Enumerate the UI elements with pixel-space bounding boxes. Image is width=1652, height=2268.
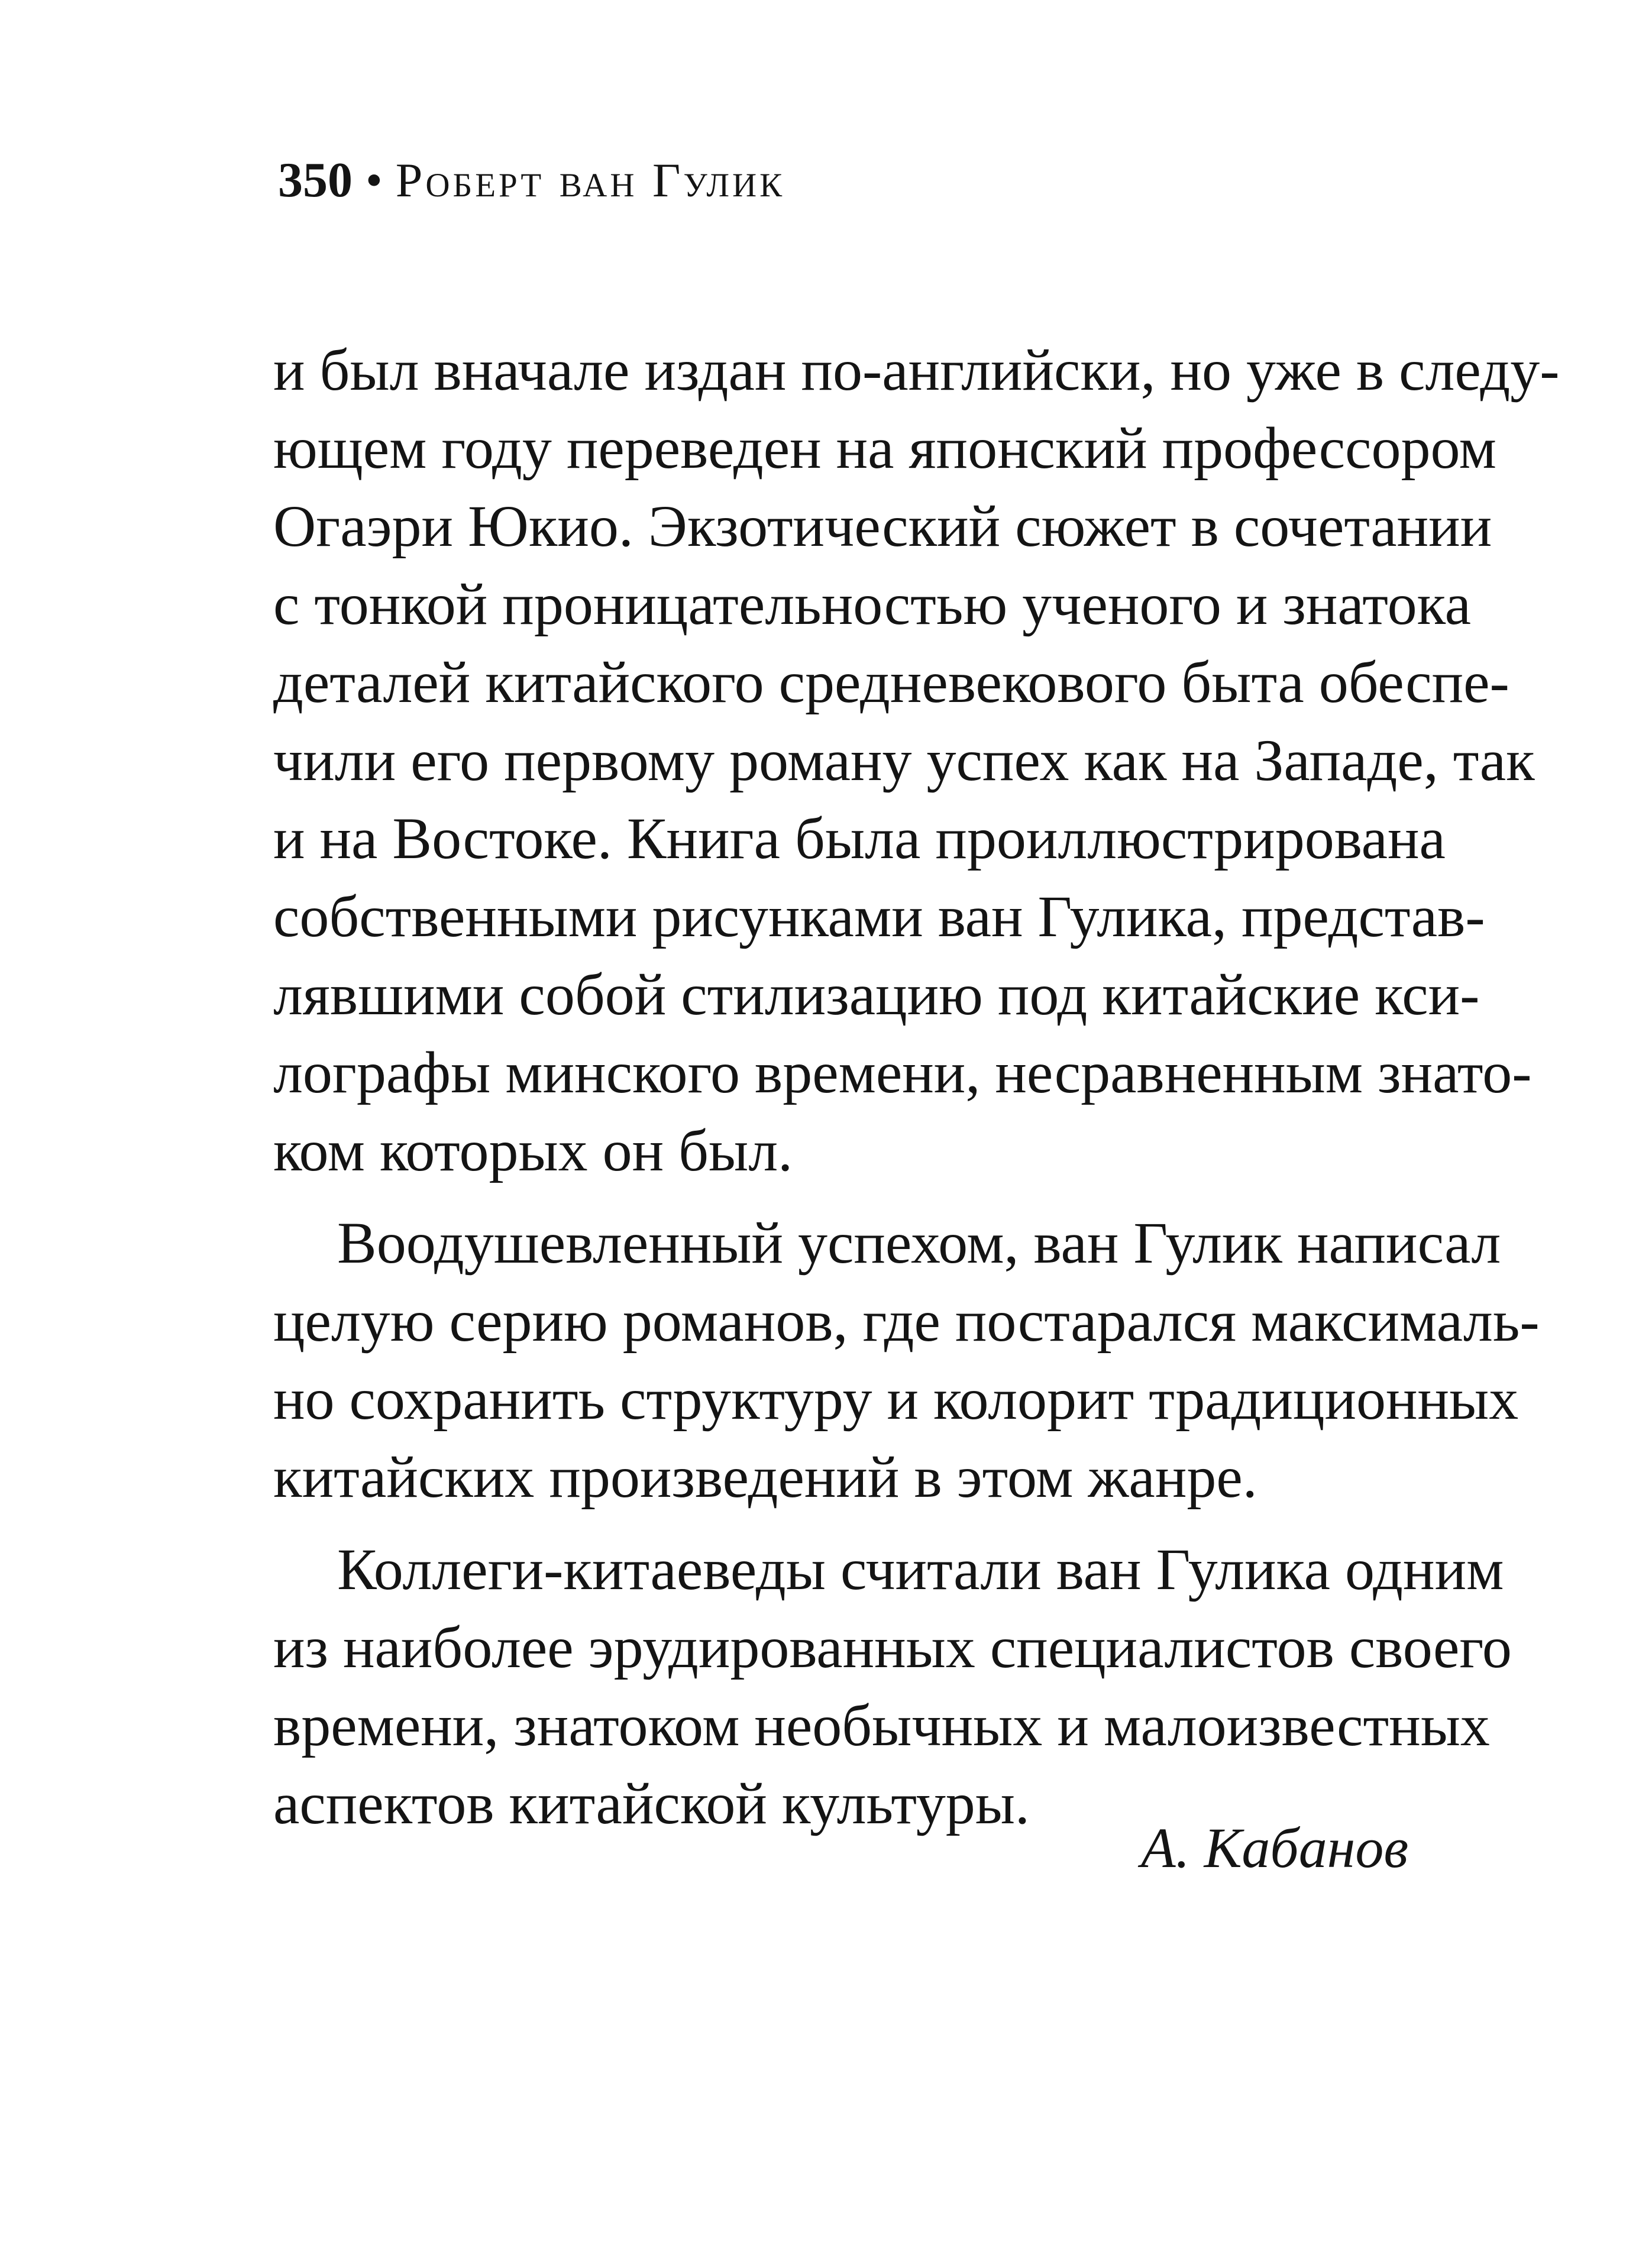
header-separator: • bbox=[366, 153, 383, 207]
text-line: лявшими собой стилизацию под китайские кси- bbox=[273, 962, 1480, 1027]
text-line: Воодушевленный успехом, ван Гулик написал bbox=[337, 1210, 1501, 1276]
text-line: из наиболее эрудированных специалистов своего bbox=[273, 1615, 1512, 1680]
text-line: ком которых он был. bbox=[273, 1118, 793, 1183]
text-line: аспектов китайской культуры. bbox=[273, 1771, 1030, 1836]
paragraph-2 bbox=[273, 1204, 1540, 1516]
page-number: 350 bbox=[278, 153, 353, 208]
text-line: времени, знатоком необычных и малоизвестных bbox=[273, 1693, 1490, 1758]
body-text bbox=[273, 331, 1560, 1857]
text-line: целую серию романов, где постарался максималь- bbox=[273, 1288, 1540, 1354]
running-head-author: Роберт ван Гулик bbox=[395, 153, 785, 207]
text-line: но сохранить структуру и колорит традиционных bbox=[273, 1366, 1519, 1432]
text-line: Огаэри Юкио. Экзотический сюжет в сочетании bbox=[273, 493, 1492, 559]
text-line: китайских произведений в этом жанре. bbox=[273, 1444, 1257, 1510]
text-line: и на Востоке. Книга была проиллюстрирована bbox=[273, 805, 1446, 871]
text-line: чили его первому роману успех как на Западе, так bbox=[273, 727, 1535, 793]
text-line: Коллеги-китаеведы считали ван Гулика одним bbox=[337, 1536, 1504, 1602]
text-line: с тонкой проницательностью ученого и знатока bbox=[273, 571, 1472, 637]
text-line: и был вначале издан по-английски, но уже в следу- bbox=[273, 337, 1560, 403]
author-signature: А. Кабанов bbox=[1141, 1816, 1408, 1879]
text-line: лографы минского времени, несравненным знато- bbox=[273, 1040, 1532, 1105]
paragraph-3 bbox=[273, 1531, 1512, 1843]
text-line: ющем году переведен на японский профессором bbox=[273, 415, 1496, 481]
text-line: собственными рисунками ван Гулика, представ- bbox=[273, 884, 1485, 949]
text-line: деталей китайского средневекового быта обеспе- bbox=[273, 649, 1509, 715]
running-head bbox=[278, 151, 785, 210]
paragraph-1 bbox=[273, 331, 1560, 1190]
